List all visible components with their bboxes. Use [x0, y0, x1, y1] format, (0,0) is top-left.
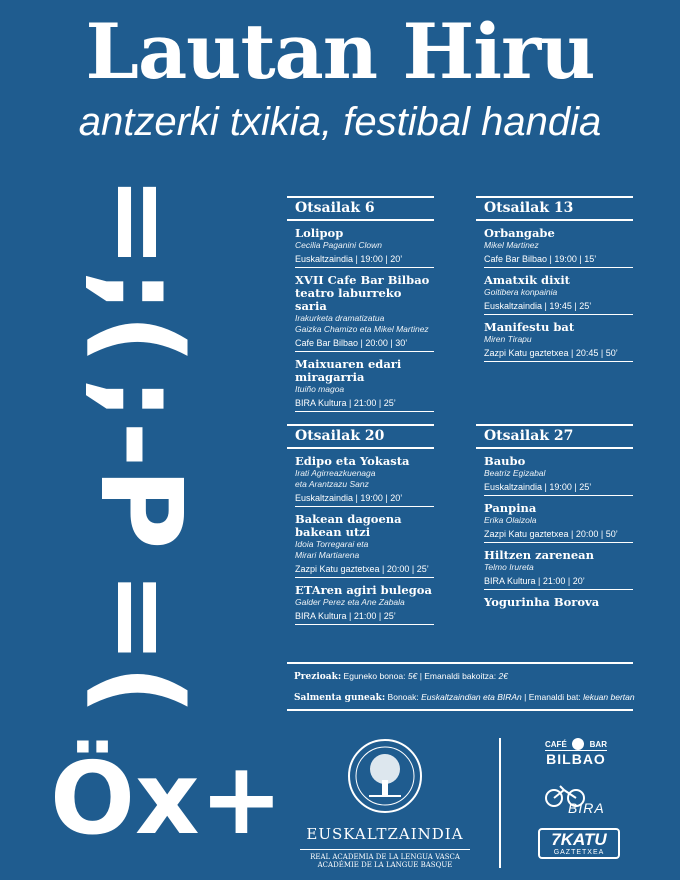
event-performer: Erika Olaizola [484, 515, 537, 525]
katu-main: 7KATU [551, 830, 607, 849]
sales-val1: Euskaltzaindian eta BIRAn [421, 692, 522, 702]
event-item [476, 549, 633, 590]
emoticon-2: ;-P [75, 376, 205, 550]
event-venue-time: Cafe Bar Bilbao | 19:00 | 15’ [484, 253, 633, 268]
cafe-bar-bilbao-logo [545, 738, 607, 767]
sales-text1: Bonoak: [387, 692, 419, 702]
event-title: Amatxik dixit [484, 273, 570, 287]
event-title: Manifestu bat [484, 320, 575, 334]
day-block-feb27 [476, 424, 633, 615]
event-item [476, 502, 633, 543]
logo-divider [499, 738, 501, 868]
prices-val1: 5€ [407, 671, 418, 681]
euskaltzaindia-sub2: ACADÉMIE DE LA LANGUE BASQUE [317, 861, 453, 869]
sales-val2: lekuan bertan [583, 692, 635, 702]
bar-label: BAR [589, 739, 607, 749]
event-item [476, 596, 633, 609]
sales-line: Salmenta guneak: Bonoak: Euskaltzaindian eta BIRAn | Emanaldi bat: lekuan bertan [294, 692, 635, 703]
event-performer: Telmo Irureta [484, 562, 534, 572]
event-performer-2: Mirari Martiarena [295, 550, 360, 560]
event-item [287, 358, 434, 412]
event-item [476, 321, 633, 362]
emoticon-4: Öx+ [50, 740, 284, 857]
event-title: Maixuaren edari miragarria [295, 357, 402, 384]
cup-icon [572, 738, 584, 750]
event-venue-time: BIRA Kultura | 21:00 | 20’ [484, 575, 633, 590]
event-title: Lolipop [295, 226, 344, 240]
event-performer: Goitibera konpainia [484, 287, 558, 297]
event-venue-time: Euskaltzaindia | 19:00 | 20’ [295, 492, 434, 507]
event-venue-time: Cafe Bar Bilbao | 20:00 | 30’ [295, 337, 434, 352]
event-performer-2: eta Arantzazu Sanz [295, 479, 369, 489]
prices-text2: Emanaldi bakoitza: [424, 671, 497, 681]
sales-label: Salmenta guneak: [294, 693, 386, 703]
prices-label: Prezioak: [294, 672, 342, 682]
event-performer: Miren Tirapu [484, 334, 532, 344]
day-block-feb13 [476, 196, 633, 368]
event-performer: Irakurketa dramatizatua [295, 313, 385, 323]
event-venue-time: Euskaltzaindia | 19:45 | 25’ [484, 300, 633, 315]
day-header: Otsailak 13 [476, 196, 633, 221]
prices-val2: 2€ [498, 671, 508, 681]
day-block-feb20 [287, 424, 434, 631]
divider [287, 662, 633, 664]
event-item [287, 455, 434, 507]
event-title: Yogurinha Borova [484, 595, 600, 609]
event-venue-time: Zazpi Katu gaztetxea | 20:00 | 25’ [295, 563, 434, 578]
event-title: ETAren agiri bulegoa [295, 583, 432, 597]
event-performer: Idoia Torregarai eta [295, 539, 369, 549]
emoticon-3: =( [75, 570, 205, 716]
event-venue-time: Euskaltzaindia | 19:00 | 20’ [295, 253, 434, 268]
event-title: Orbangabe [484, 226, 555, 240]
event-performer: Beatriz Egizabal [484, 468, 546, 478]
poster-title: Lautan Hiru [85, 7, 595, 96]
divider [287, 709, 633, 711]
event-title: Panpina [484, 501, 537, 515]
event-item [476, 455, 633, 496]
day-header: Otsailak 6 [287, 196, 434, 221]
event-venue-time: Euskaltzaindia | 19:00 | 25’ [484, 481, 633, 496]
event-item [287, 274, 434, 352]
emoticon-1: =;( [75, 175, 205, 365]
bilbao-label: BILBAO [546, 751, 606, 767]
event-item [476, 227, 633, 268]
day-block-feb6 [287, 196, 434, 418]
day-header: Otsailak 27 [476, 424, 633, 449]
emoticon-column [40, 160, 284, 880]
event-title: Baubo [484, 454, 526, 468]
euskaltzaindia-logo [300, 736, 470, 869]
euskaltzaindia-sub1: REAL ACADEMIA DE LA LENGUA VASCA [300, 849, 470, 861]
prices-line: Prezioak: Eguneko bonoa: 5€ | Emanaldi bakoitza: 2€ [294, 671, 508, 682]
event-title: XVII Cafe Bar Bilbao teatro laburreko saria [295, 273, 430, 313]
event-item [476, 274, 633, 315]
event-item [287, 584, 434, 625]
event-title: Bakean dagoena bakean utzi [295, 512, 402, 539]
event-performer: Ituiño magoa [295, 384, 345, 394]
event-performer: Irati Agirreazkuenaga [295, 468, 376, 478]
event-item [287, 513, 434, 578]
bira-label: BIRA [568, 800, 605, 816]
event-performer: Cecilia Paganini Clown [295, 240, 382, 250]
day-header: Otsailak 20 [287, 424, 434, 449]
event-venue-time: Zazpi Katu gaztetxea | 20:45 | 50’ [484, 347, 633, 362]
event-title: Hiltzen zarenean [484, 548, 594, 562]
poster-subtitle: antzerki txikia, festibal handia [78, 100, 602, 144]
cafe-label: CAFÉ [545, 739, 567, 749]
sales-text2: Emanaldi bat: [528, 692, 581, 702]
event-venue-time: Zazpi Katu gaztetxea | 20:00 | 50’ [484, 528, 633, 543]
event-venue-time: BIRA Kultura | 21:00 | 25’ [295, 397, 434, 412]
event-venue-time: BIRA Kultura | 21:00 | 25’ [295, 610, 434, 625]
katu-sub: GAZTETXEA [553, 849, 605, 856]
tree-seal-icon [345, 736, 425, 816]
event-performer-2: Gaizka Chamizo eta Mikel Martinez [295, 324, 429, 334]
euskaltzaindia-name: EUSKALTZAINDIA [306, 825, 464, 843]
event-item [287, 227, 434, 268]
prices-text1: Eguneko bonoa: [343, 671, 406, 681]
event-performer: Galder Perez eta Ane Zabala [295, 597, 405, 607]
bira-logo [540, 782, 620, 820]
event-performer: Mikel Martinez [484, 240, 539, 250]
zazpi-katu-logo [538, 828, 620, 859]
event-title: Edipo eta Yokasta [295, 454, 410, 468]
